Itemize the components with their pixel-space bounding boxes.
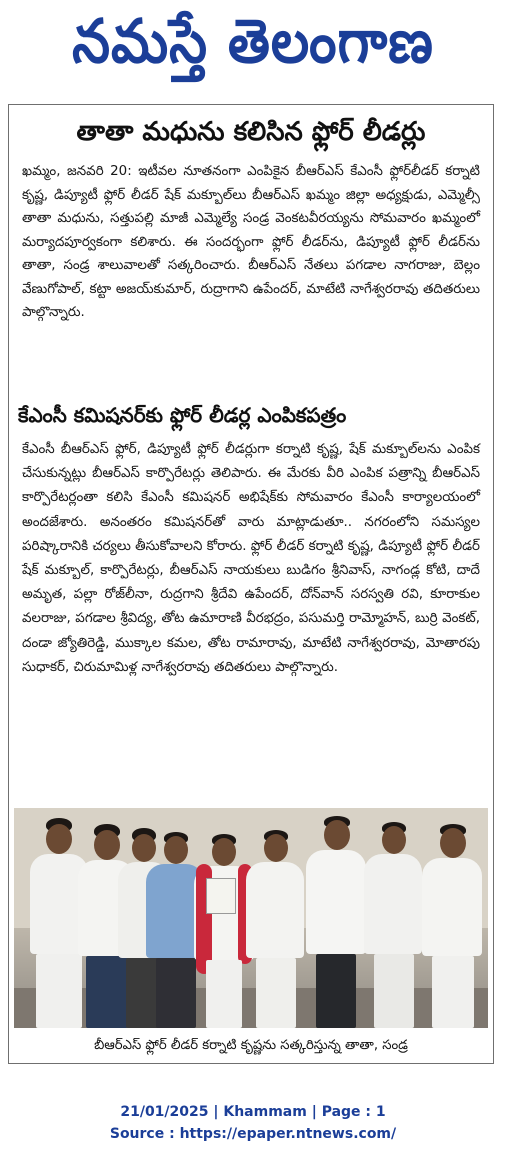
article-headline: తాతా మధును కలిసిన ఫ్లోర్ లీడర్లు — [76, 117, 426, 147]
edition-info: 21/01/2025 | Khammam | Page : 1 — [120, 1104, 386, 1120]
photo-person — [304, 808, 366, 1028]
source-link[interactable]: Source : https://epaper.ntnews.com/ — [109, 1126, 397, 1142]
photo-person — [422, 808, 482, 1028]
news-photo — [14, 808, 488, 1028]
newspaper-masthead: నమస్తే తెలంగాణ — [72, 6, 434, 77]
article-body-2: కేఎంసీ బీఆర్ఎస్ ఫ్లోర్, డిప్యూటీ ఫ్లోర్ లీడర్లుగా కర్నాటి కృష్ణ, షేక్ మక్బూల్‌లను ఎంపిక చేసుకున్నట్లు బీఆర్ఎస్ కార్పొరేటర్లు తెలిపారు. ఈ మేరకు వీరి ఎంపిక పత్రాన్ని బీఆర్ఎస్ కార్పొరేటర్లంతా కలిసి కేఎంసీ కమిషనర్ అభిషేక్‌కు సోమవారం కేఎంసీ కార్యాలయంలో అందజేశారు. అనంతరం కమిషనర్‌తో వారు మాట్లాడుతూ.. నగరంలోని సమస్యల పరిష్కారానికి చర్యలు తీసుకోవాలని కోరారు. ఫ్లోర్ లీడర్ కర్నాటి కృష్ణ, డిప్యూటీ ఫ్లోర్ లీడర్ షేక్ మక్బూల్, కార్పొరేటర్లు, బీఆర్ఎస్ నాయకులు బుడిగం శ్రీనివాస్, నాగండ్ల కోటి, దాదే అమృత, పల్లా రోజ్‌లీనా, రుద్రగాని శ్రీదేవి ఉపేందర్, దోన్‌వాన్ సరస్వతి రవి, కూరాకుల వలరాజు, పగడాల శ్రీవిద్య, తోట ఉమారాణి వీరభద్రం, పసుమర్తి రామ్మోహన్, బుర్రి వెంకట్, దండా జ్యోతిరెడ్డి, ముక్కాల కమల, తోట రామారావు, మాటేటి నాగేశ్వరరావు, మోతారపు సుధాకర్, చిరుమామిళ్ల నాగేశ్వరరావు తదితరులు పాల్గొన్నారు. — [22, 442, 480, 675]
selection-letter — [206, 878, 236, 914]
photo-person — [246, 808, 304, 1028]
photo-person — [192, 808, 254, 1028]
photo-person — [364, 808, 422, 1028]
photo-caption: బీఆర్ఎస్ ఫ్లోర్ లీడర్ కర్నాటి కృష్ణను సత్కరిస్తున్న తాతా, సండ్ర — [94, 1038, 408, 1053]
article-subheading: కేఎంసీ కమిషనర్‌కు ఫ్లోర్ లీడర్ల ఎంపికపత్రం — [18, 403, 347, 427]
article-body-1: ఖమ్మం, జనవరి 20: ఇటీవల నూతనంగా ఎంపికైన బీఆర్ఎస్ కేఎంసీ ఫ్లోర్‌లీడర్ కర్నాటి కృష్ణ, డిప్యూటీ ఫ్లోర్ లీడర్ షేక్ మక్బూల్‌లు బీఆర్ఎస్ ఖమ్మం జిల్లా అధ్యక్షుడు, ఎమ్మెల్సీ తాతా మధును, సత్తుపల్లి మాజీ ఎమ్మెల్యే సండ్ర వెంకటవీరయ్యను సోమవారం ఖమ్మంలో మర్యాదపూర్వకంగా కలిశారు. ఈ సందర్భంగా ఫ్లోర్ లీడర్‌ను, డిప్యూటీ ఫ్లోర్ లీడర్‌ను తాతా, సండ్ర శాలువాలతో సత్కరించారు. బీఆర్ఎస్ నేతలు పగడాల నాగరాజు, బెల్లం వేణుగోపాల్, కట్టా అజయ్‌కుమార్, రుద్రాగాని ఉపేందర్, మాటేటి నాగేశ్వరరావు తదితరులు పాల్గొన్నారు. — [22, 164, 480, 320]
